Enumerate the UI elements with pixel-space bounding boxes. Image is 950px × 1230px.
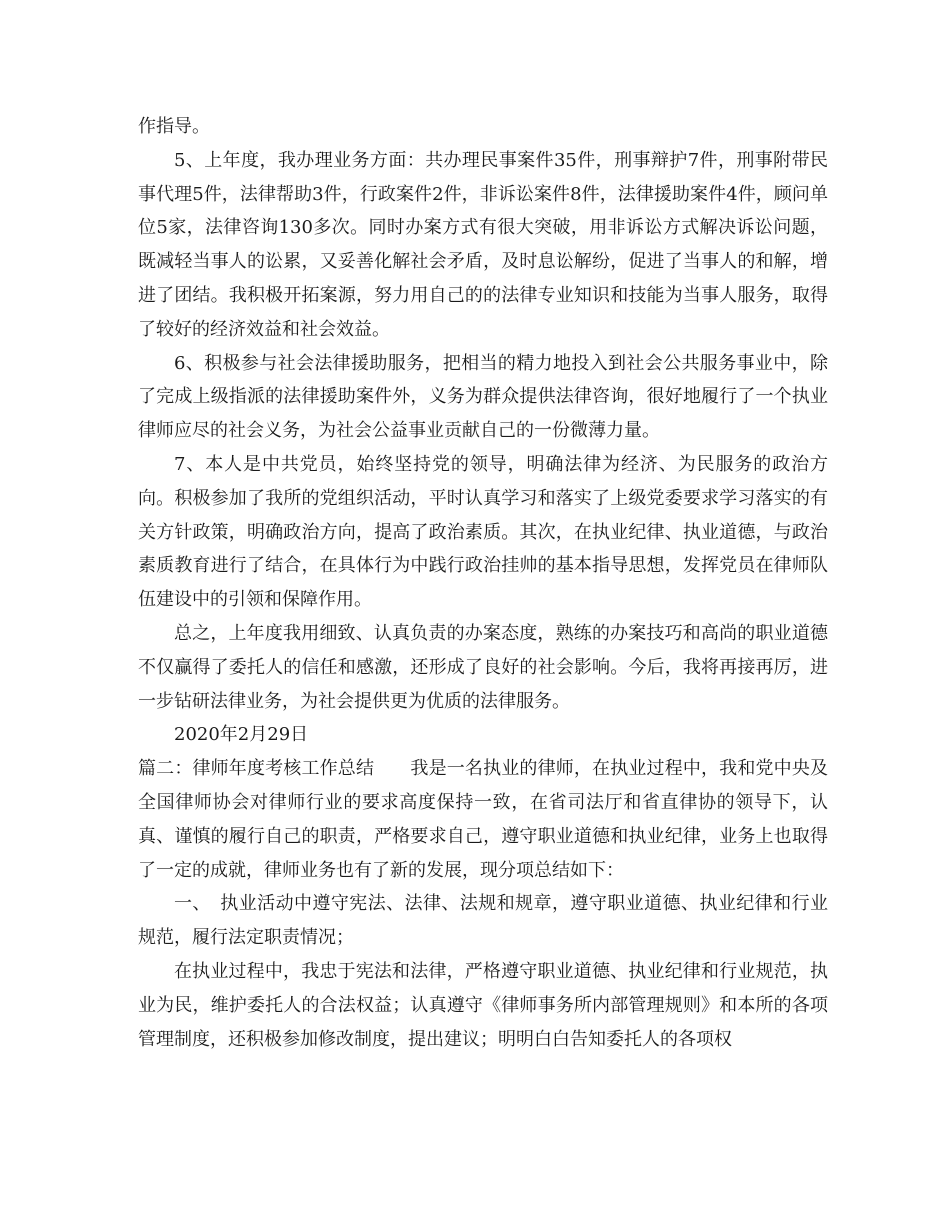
- section-heading-one: 一、 执业活动中遵守宪法、法律、法规和规章，遵守职业道德、执业纪律和行业规范，履行法定职责情况；: [138, 893, 828, 949]
- paragraph-5: 总之，上年度我用细致、认真负责的办案态度，熟练的办案技巧和高尚的职业道德不仅赢得了委托人的信任和感激，还形成了良好的社会影响。今后，我将再接再厉，进一步钻研法律业务，为社会提供更为优质的法律服务。: [138, 622, 828, 712]
- paragraph-4: 7、本人是中共党员，始终坚持党的领导，明确法律为经济、为民服务的政治方向。积极参加了我所的党组织活动，平时认真学习和落实了上级党委要求学习落实的有关方针政策，明确政治方向，提高了政治素质。其次，在执业纪律、执业道德，与政治素质教育进行了结合，在具体行为中践行政治挂帅的基本指导思想，发挥党员在律师队伍建设中的引领和保障作用。: [138, 453, 828, 611]
- date-line: 2020年2月29日: [174, 724, 309, 746]
- document-page: [138, 110, 828, 1056]
- paragraph-9: 在执业过程中，我忠于宪法和法律，严格遵守职业道德、执业纪律和行业规范，执业为民，维护委托人的合法权益；认真遵守《律师事务所内部管理规则》和本所的各项管理制度，还积极参加修改制度，提出建议；明明白白告知委托人的各项权: [138, 960, 828, 1050]
- paragraph-2: 5、上年度，我办理业务方面：共办理民事案件35件，刑事辩护7件，刑事附带民事代理5件，法律帮助3件，行政案件2件，非诉讼案件8件，法律援助案件4件，顾问单位5家，法律咨询130多次。同时办案方式有很大突破，用非诉讼方式解决诉讼问题，既减轻当事人的讼累，又妥善化解社会矛盾，及时息讼解纷，促进了当事人的和解，增进了团结。我积极开拓案源，努力用自己的的法律专业知识和技能为当事人服务，取得了较好的经济效益和社会效益。: [138, 149, 828, 340]
- paragraph-1: 作指导。: [138, 116, 210, 137]
- paragraph-3: 6、积极参与社会法律援助服务，把相当的精力地投入到社会公共服务事业中，除了完成上级指派的法律援助案件外，义务为群众提供法律咨询，很好地履行了一个执业律师应尽的社会义务，为社会公益事业贡献自己的一份微薄力量。: [138, 352, 828, 442]
- section-two-intro: 篇二：律师年度考核工作总结 我是一名执业的律师，在执业过程中，我和党中央及全国律师协会对律师行业的要求高度保持一致，在省司法厅和省直律协的领导下，认真、谨慎的履行自己的职责，严格要求自己，遵守职业道德和执业纪律，业务上也取得了一定的成就，律师业务也有了新的发展，现分项总结如下：: [138, 758, 828, 881]
